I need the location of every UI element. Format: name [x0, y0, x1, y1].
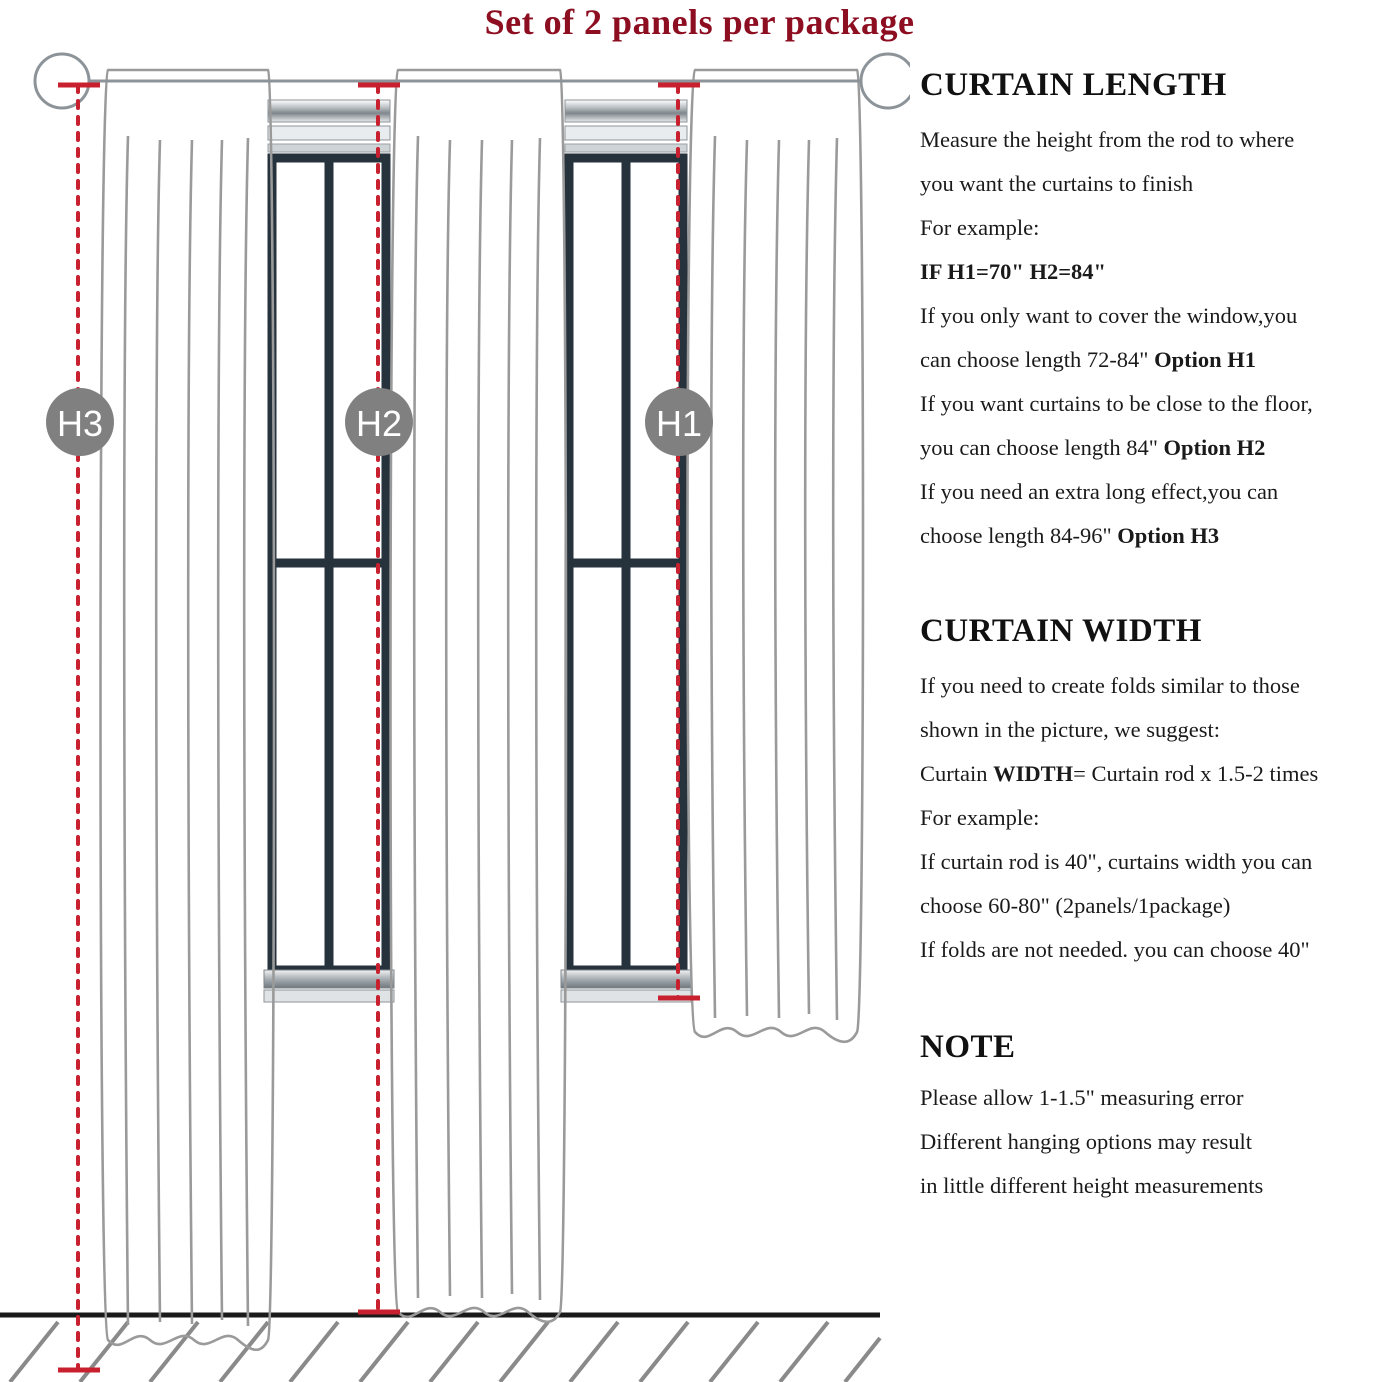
length-opt2-line2: [920, 426, 1390, 470]
width-line-7: If folds are not needed. you can choose 40": [920, 937, 1310, 962]
curtain-panel-right: [688, 70, 864, 1042]
window-left: [264, 100, 394, 1002]
note-line-3: in little different height measurements: [920, 1173, 1264, 1198]
note-heading: NOTE: [920, 1029, 1016, 1065]
option-h2-label: Option H2: [1163, 435, 1266, 460]
svg-text:H2: H2: [355, 403, 403, 444]
note-body: [920, 1076, 1390, 1208]
section-curtain-width: [920, 612, 1390, 972]
measure-line-h3: [58, 85, 100, 1370]
length-opt3-text: choose length 84-96": [920, 523, 1118, 548]
length-opt3-line2: [920, 514, 1390, 558]
note-line-2: Different hanging options may result: [920, 1129, 1253, 1154]
curtain-panel-middle: [391, 70, 567, 1322]
width-formula: [920, 752, 1390, 796]
width-line-6: choose 60-80" (2panels/1package): [920, 893, 1231, 918]
length-example-values: IF H1=70" H2=84": [920, 259, 1107, 284]
curtain-width-heading: CURTAIN WIDTH: [920, 613, 1202, 649]
width-line-5: If curtain rod is 40", curtains width you can: [920, 849, 1313, 874]
curtain-width-body: [920, 664, 1390, 972]
width-line-2: shown in the picture, we suggest:: [920, 717, 1220, 742]
floor: [0, 1315, 880, 1382]
length-opt3-line1: If you need an extra long effect,you can: [920, 479, 1279, 504]
length-line-3: For example:: [920, 215, 1040, 240]
option-h3-label: Option H3: [1117, 523, 1220, 548]
section-note: [920, 1028, 1390, 1208]
length-line-2: you want the curtains to finish: [920, 171, 1194, 196]
curtain-measurement-diagram: [0, 40, 910, 1382]
curtain-panel-left: [101, 70, 275, 1350]
length-opt1-line2: [920, 338, 1390, 382]
label-bubble-h3: [46, 388, 114, 456]
section-curtain-length: [920, 66, 1390, 558]
width-keyword: WIDTH: [993, 761, 1074, 786]
svg-text:H1: H1: [655, 403, 703, 444]
width-formula-suffix: = Curtain rod x 1.5-2 times: [1073, 761, 1319, 786]
width-line-1: If you need to create folds similar to those: [920, 673, 1300, 698]
label-bubble-h2: [345, 388, 413, 456]
curtain-length-heading: CURTAIN LENGTH: [920, 67, 1227, 103]
width-formula-prefix: Curtain: [920, 761, 994, 786]
label-bubble-h1: [645, 388, 713, 456]
length-opt1-text: can choose length 72-84": [920, 347, 1155, 372]
curtain-rod: [35, 54, 910, 108]
length-opt2-text: you can choose length 84": [920, 435, 1164, 460]
instructions-column: [920, 66, 1390, 1208]
note-line-1: Please allow 1-1.5" measuring error: [920, 1085, 1244, 1110]
length-opt1-line1: If you only want to cover the window,you: [920, 303, 1298, 328]
svg-text:H3: H3: [56, 403, 104, 444]
length-line-1: Measure the height from the rod to where: [920, 127, 1295, 152]
curtain-length-body: [920, 118, 1390, 558]
option-h1-label: Option H1: [1154, 347, 1257, 372]
page-title: Set of 2 panels per package: [484, 2, 915, 42]
width-example-label: For example:: [920, 805, 1040, 830]
window-right: [561, 100, 691, 1002]
length-opt2-line1: If you want curtains to be close to the floor,: [920, 391, 1313, 416]
